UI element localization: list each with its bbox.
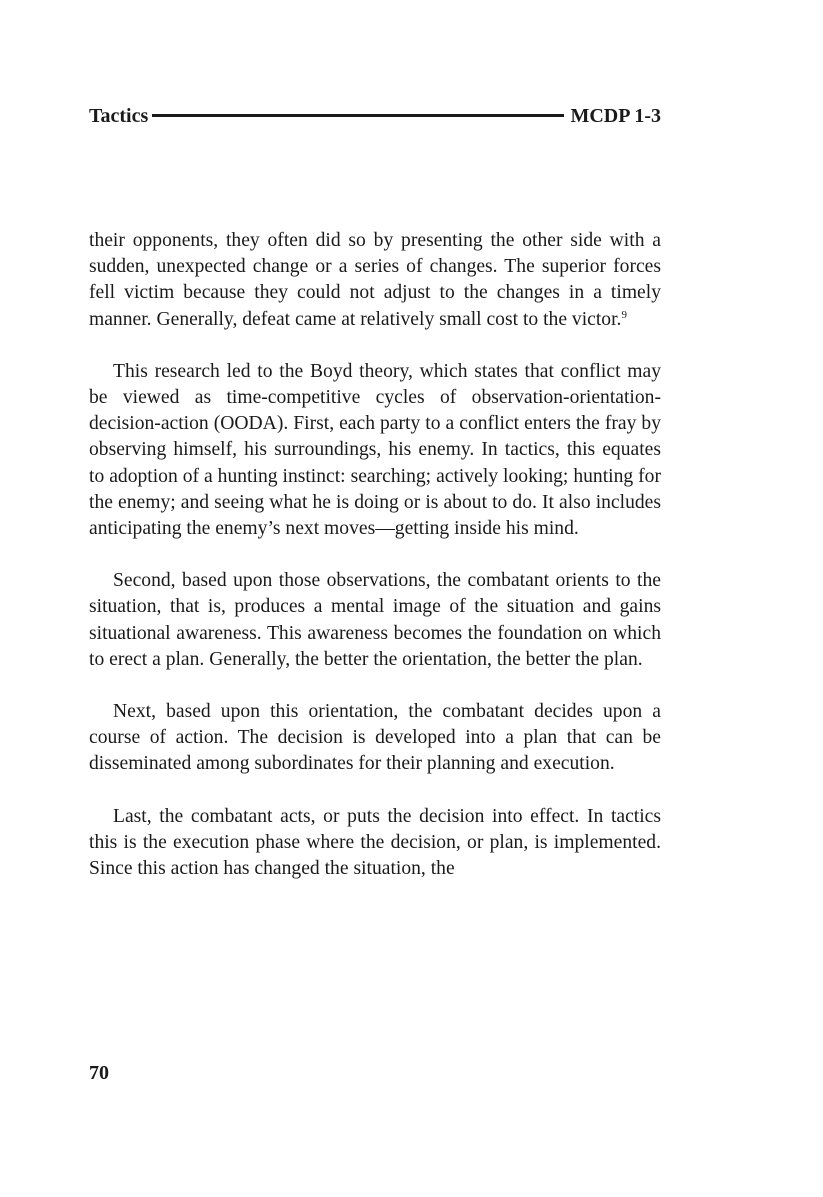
paragraph-decision: Next, based upon this orientation, the combatant decides upon a course of action. The decision is developed into a plan that can be disseminated among subordinates for their planning and execution.: [89, 701, 661, 775]
header-section-title: Tactics: [89, 104, 149, 127]
paragraph-continued: [89, 228, 661, 333]
page-body: [89, 228, 661, 882]
page-number: 70: [89, 1062, 109, 1084]
footnote-marker: 9: [621, 308, 627, 321]
header-publication-id: MCDP 1-3: [570, 104, 661, 127]
paragraph-boyd-theory: This research led to the Boyd theory, which states that conflict may be viewed as time-competitive cycles of observation-orientation-decision-action (OODA). First, each party to a conflict enters the fray by observing himself, his surroundings, his enemy. In tactics, this equates to adoption of a hunting instinct: searching; actively looking; hunting for the enemy; and seeing what he is doing or is about to do. It also includes anticipating the enemy’s next moves—getting inside his mind.: [89, 360, 661, 540]
running-header: [89, 104, 661, 128]
paragraph-action: Last, the combatant acts, or puts the decision into effect. In tactics this is the execution phase where the decision, or plan, is implemented. Since this action has changed the situation, the: [89, 805, 661, 880]
header-rule: [152, 114, 564, 117]
paragraph-orientation: Second, based upon those observations, the combatant orients to the situation, that is, produces a mental image of the situation and gains situational awareness. This awareness becomes the foundation on which to erect a plan. Generally, the better the orientation, the better the plan.: [89, 570, 661, 670]
paragraph-text: their opponents, they often did so by presenting the other side with a sudden, unexpected change or a series of changes. The superior forces fell victim because they could not adjust to the changes in a timely manner. Generally, defeat came at relatively small cost to the victor.: [89, 230, 661, 330]
